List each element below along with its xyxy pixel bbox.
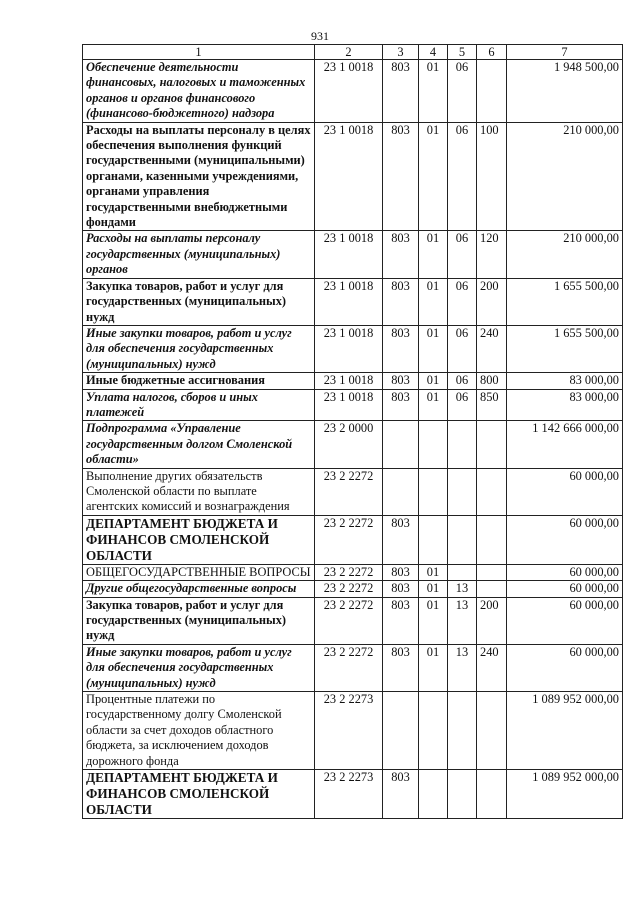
section-code: 01	[419, 231, 448, 278]
subsection-code	[448, 468, 477, 515]
target-article-code: 23 1 0018	[315, 122, 383, 231]
table-row	[83, 325, 623, 372]
subsection-code	[448, 770, 477, 819]
section-code: 01	[419, 373, 448, 389]
section-code	[419, 468, 448, 515]
ministry-code	[383, 468, 419, 515]
column-header: 2	[315, 45, 383, 60]
ministry-code	[383, 421, 419, 468]
budget-table	[82, 44, 623, 819]
row-name: ОБЩЕГОСУДАРСТВЕННЫЕ ВОПРОСЫ	[83, 564, 315, 580]
amount: 210 000,00	[507, 231, 623, 278]
page-number: 931	[311, 29, 329, 43]
target-article-code: 23 2 2272	[315, 581, 383, 597]
amount: 1 089 952 000,00	[507, 770, 623, 819]
target-article-code: 23 2 2272	[315, 564, 383, 580]
subsection-code	[448, 515, 477, 564]
expense-type-code	[477, 770, 507, 819]
expense-type-code	[477, 564, 507, 580]
table-row	[83, 515, 623, 564]
ministry-code: 803	[383, 389, 419, 421]
expense-type-code	[477, 60, 507, 123]
expense-type-code: 240	[477, 325, 507, 372]
section-code: 01	[419, 389, 448, 421]
ministry-code: 803	[383, 770, 419, 819]
section-code	[419, 692, 448, 770]
amount: 1 655 500,00	[507, 278, 623, 325]
target-article-code: 23 1 0018	[315, 389, 383, 421]
ministry-code: 803	[383, 515, 419, 564]
subsection-code: 06	[448, 231, 477, 278]
amount: 60 000,00	[507, 644, 623, 691]
subsection-code	[448, 564, 477, 580]
subsection-code	[448, 421, 477, 468]
section-code: 01	[419, 581, 448, 597]
table-row	[83, 770, 623, 819]
row-name: Иные закупки товаров, работ и услуг для обеспечения государственных (муниципальных) нужд	[83, 644, 315, 691]
row-name: Подпрограмма «Управление государственным долгом Смоленской области»	[83, 421, 315, 468]
row-name: Расходы на выплаты персоналу государственных (муниципальных) органов	[83, 231, 315, 278]
target-article-code: 23 2 2272	[315, 644, 383, 691]
amount: 1 655 500,00	[507, 325, 623, 372]
row-name: Обеспечение деятельности финансовых, налоговых и таможенных органов и органов финансового (финансово-бюджетного) надзора	[83, 60, 315, 123]
subsection-code: 06	[448, 278, 477, 325]
table-row	[83, 389, 623, 421]
section-code	[419, 421, 448, 468]
table-row	[83, 231, 623, 278]
amount: 60 000,00	[507, 581, 623, 597]
row-name: Уплата налогов, сборов и иных платежей	[83, 389, 315, 421]
expense-type-code	[477, 421, 507, 468]
target-article-code: 23 2 2273	[315, 770, 383, 819]
section-code: 01	[419, 278, 448, 325]
ministry-code: 803	[383, 325, 419, 372]
ministry-code: 803	[383, 278, 419, 325]
row-name: Расходы на выплаты персоналу в целях обеспечения выполнения функций государственными (муниципальными) органами, казенными учреждениями, органами управления государственными внебюджетными фондами	[83, 122, 315, 231]
section-code	[419, 770, 448, 819]
target-article-code: 23 1 0018	[315, 231, 383, 278]
ministry-code: 803	[383, 597, 419, 644]
row-name: Выполнение других обязательств Смоленской области по выплате агентских комиссий и вознаграждения	[83, 468, 315, 515]
subsection-code: 13	[448, 644, 477, 691]
amount: 1 948 500,00	[507, 60, 623, 123]
subsection-code	[448, 692, 477, 770]
row-name: Закупка товаров, работ и услуг для государственных (муниципальных) нужд	[83, 597, 315, 644]
target-article-code: 23 1 0018	[315, 278, 383, 325]
subsection-code: 06	[448, 373, 477, 389]
row-name: ДЕПАРТАМЕНТ БЮДЖЕТА И ФИНАНСОВ СМОЛЕНСКОЙ ОБЛАСТИ	[83, 770, 315, 819]
expense-type-code	[477, 515, 507, 564]
expense-type-code	[477, 468, 507, 515]
expense-type-code: 240	[477, 644, 507, 691]
ministry-code	[383, 692, 419, 770]
column-header: 6	[477, 45, 507, 60]
target-article-code: 23 2 2272	[315, 515, 383, 564]
ministry-code: 803	[383, 581, 419, 597]
table-row	[83, 581, 623, 597]
subsection-code: 13	[448, 597, 477, 644]
table-row	[83, 597, 623, 644]
amount: 1 142 666 000,00	[507, 421, 623, 468]
amount: 210 000,00	[507, 122, 623, 231]
row-name: Иные бюджетные ассигнования	[83, 373, 315, 389]
amount: 83 000,00	[507, 389, 623, 421]
expense-type-code	[477, 581, 507, 597]
section-code: 01	[419, 122, 448, 231]
column-header: 3	[383, 45, 419, 60]
target-article-code: 23 1 0018	[315, 373, 383, 389]
subsection-code: 13	[448, 581, 477, 597]
target-article-code: 23 2 2272	[315, 468, 383, 515]
amount: 60 000,00	[507, 468, 623, 515]
expense-type-code: 200	[477, 597, 507, 644]
subsection-code: 06	[448, 122, 477, 231]
section-code: 01	[419, 564, 448, 580]
subsection-code: 06	[448, 60, 477, 123]
expense-type-code	[477, 692, 507, 770]
table-row	[83, 122, 623, 231]
section-code: 01	[419, 325, 448, 372]
subsection-code: 06	[448, 389, 477, 421]
amount: 1 089 952 000,00	[507, 692, 623, 770]
target-article-code: 23 2 2272	[315, 597, 383, 644]
target-article-code: 23 2 0000	[315, 421, 383, 468]
ministry-code: 803	[383, 373, 419, 389]
table-row	[83, 644, 623, 691]
ministry-code: 803	[383, 644, 419, 691]
target-article-code: 23 1 0018	[315, 325, 383, 372]
column-header: 1	[83, 45, 315, 60]
row-name: Иные закупки товаров, работ и услуг для обеспечения государственных (муниципальных) нужд	[83, 325, 315, 372]
table-row	[83, 692, 623, 770]
column-header: 7	[507, 45, 623, 60]
expense-type-code: 120	[477, 231, 507, 278]
table-row	[83, 421, 623, 468]
expense-type-code: 200	[477, 278, 507, 325]
ministry-code: 803	[383, 60, 419, 123]
row-name: Процентные платежи по государственному долгу Смоленской области за счет доходов областного бюджета, за исключением доходов дорожного фонда	[83, 692, 315, 770]
amount: 60 000,00	[507, 515, 623, 564]
header-row	[83, 45, 623, 60]
table-row	[83, 468, 623, 515]
expense-type-code: 850	[477, 389, 507, 421]
ministry-code: 803	[383, 564, 419, 580]
row-name: ДЕПАРТАМЕНТ БЮДЖЕТА И ФИНАНСОВ СМОЛЕНСКОЙ ОБЛАСТИ	[83, 515, 315, 564]
ministry-code: 803	[383, 231, 419, 278]
subsection-code: 06	[448, 325, 477, 372]
section-code: 01	[419, 597, 448, 644]
amount: 83 000,00	[507, 373, 623, 389]
amount: 60 000,00	[507, 597, 623, 644]
target-article-code: 23 2 2273	[315, 692, 383, 770]
table-row	[83, 60, 623, 123]
section-code: 01	[419, 60, 448, 123]
row-name: Другие общегосударственные вопросы	[83, 581, 315, 597]
table-row	[83, 564, 623, 580]
ministry-code: 803	[383, 122, 419, 231]
amount: 60 000,00	[507, 564, 623, 580]
section-code	[419, 515, 448, 564]
target-article-code: 23 1 0018	[315, 60, 383, 123]
column-header: 5	[448, 45, 477, 60]
row-name: Закупка товаров, работ и услуг для государственных (муниципальных) нужд	[83, 278, 315, 325]
table-row	[83, 278, 623, 325]
column-header: 4	[419, 45, 448, 60]
expense-type-code: 100	[477, 122, 507, 231]
section-code: 01	[419, 644, 448, 691]
table-row	[83, 373, 623, 389]
expense-type-code: 800	[477, 373, 507, 389]
